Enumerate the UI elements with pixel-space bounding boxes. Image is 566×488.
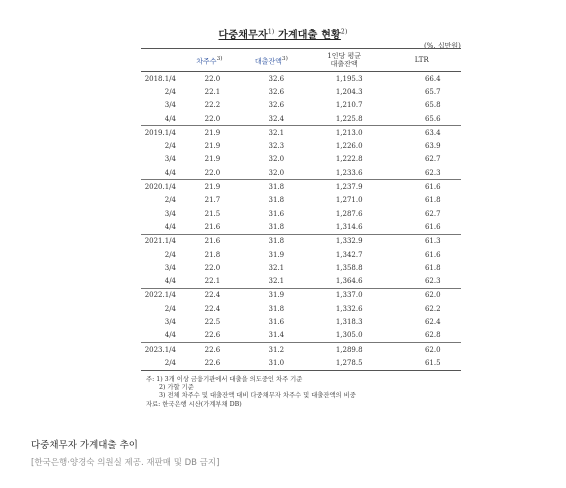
avg-balance-cell: 1,213.0 [306,126,383,140]
period-cell: 2/4 [164,142,176,151]
ltr-cell: 61.6 [424,222,441,231]
avg-balance-cell: 1,358.8 [335,263,363,272]
ltr-cell: 62.3 [424,277,441,286]
period-cell: 4/4 [164,277,176,286]
period-cell: 3/4 [164,155,176,164]
ltr-cell: 65.8 [424,101,441,110]
header-avg-line2: 대출잔액 [330,60,358,68]
header-balance-label: 대출잔액 [254,57,282,66]
avg-balance-cell: 1,332.6 [335,304,363,313]
table-row [141,329,461,343]
title-main: 다중채무자 [218,30,268,41]
avg-balance-cell: 1,318.3 [335,317,363,326]
balance-cell: 31.6 [268,317,285,326]
ltr-cell: 65.7 [424,87,441,96]
borrowers-cell: 22.0 [204,263,221,272]
table-row [141,85,461,98]
balance-cell: 31.2 [237,342,306,356]
table-header-row [141,49,461,72]
balance-cell: 32.6 [268,101,285,110]
footnotes [146,376,476,409]
borrowers-cell: 22.6 [204,331,221,340]
borrowers-cell: 21.6 [182,234,237,248]
period-cell: 2/4 [164,87,176,96]
balance-cell: 32.6 [268,87,285,96]
ltr-cell: 61.6 [424,250,441,259]
period-cell: 2020.1/4 [141,180,182,194]
ltr-cell: 61.5 [424,358,441,367]
period-cell: 2/4 [164,358,176,367]
avg-balance-cell: 1,225.8 [335,114,363,123]
period-cell: 3/4 [164,209,176,218]
table-row [141,153,461,166]
avg-balance-cell: 1,287.6 [335,209,363,218]
avg-balance-cell: 1,314.6 [335,222,363,231]
balance-cell: 31.4 [268,331,285,340]
balance-cell: 31.8 [237,234,306,248]
header-period [141,49,182,72]
header-balance [237,49,306,72]
ltr-cell: 61.8 [424,263,441,272]
avg-balance-cell: 1,332.9 [306,234,383,248]
borrowers-cell: 22.2 [204,101,221,110]
balance-cell: 31.8 [268,222,285,231]
balance-cell: 32.6 [268,74,285,83]
period-cell: 2/4 [164,304,176,313]
period-cell: 2019.1/4 [141,126,182,140]
table-row [141,356,461,370]
footnote-1: 주: 1) 3개 이상 금융기관에서 대출을 의도중인 차주 기준 [146,376,303,383]
borrowers-cell: 21.9 [182,180,237,194]
borrowers-cell: 21.9 [204,142,221,151]
image-credit: [한국은행·양경숙 의원실 제공. 재판매 및 DB 금지] [31,458,220,468]
period-cell: 4/4 [164,331,176,340]
borrowers-cell: 21.9 [182,126,237,140]
avg-balance-cell: 1,305.0 [335,331,363,340]
period-cell: 2/4 [164,250,176,259]
table-row [141,72,461,86]
borrowers-cell: 21.8 [204,250,221,259]
balance-cell: 31.9 [268,250,285,259]
balance-cell: 31.6 [268,209,285,218]
table-body [141,72,461,371]
period-cell: 2022.1/4 [141,288,182,302]
table-row [141,261,461,274]
footnote-2: 2) 가할 기준 [159,384,194,392]
table-row [141,99,461,112]
title-footnote-2: 2) [340,28,348,36]
table-row [141,166,461,180]
footnote-3: 3) 전체 차주수 및 대출잔액 대비 다중채무자 차주수 및 대출잔액의 비중 [159,392,356,400]
source-note: 자료: 한국은행 시산(가계부채 DB) [146,400,242,408]
avg-balance-cell: 1,271.0 [335,196,363,205]
title-rest: 가계대출 현황 [278,30,341,41]
balance-cell: 31.8 [237,180,306,194]
borrowers-cell: 22.5 [204,317,221,326]
header-borrowers [182,49,237,72]
balance-cell: 31.8 [268,304,285,313]
balance-cell: 32.1 [268,277,285,286]
avg-balance-cell: 1,237.9 [306,180,383,194]
ltr-cell: 61.8 [424,196,441,205]
unit-label: (%, 십만원) [424,42,461,50]
header-borrowers-label: 차주수 [196,57,217,66]
period-cell: 2023.1/4 [141,342,182,356]
avg-balance-cell: 1,289.8 [306,342,383,356]
debtor-table [141,48,461,371]
period-cell: 2/4 [164,196,176,205]
table-row [141,342,461,356]
ltr-cell: 62.0 [383,288,462,302]
avg-balance-cell: 1,226.0 [335,142,363,151]
avg-balance-cell: 1,337.0 [306,288,383,302]
period-cell: 4/4 [164,222,176,231]
header-avg-line1: 1인당 평균 [327,52,362,60]
ltr-cell: 61.6 [383,180,462,194]
avg-balance-cell: 1,222.8 [335,155,363,164]
avg-balance-cell: 1,342.7 [335,250,363,259]
period-cell: 4/4 [164,114,176,123]
avg-balance-cell: 1,233.6 [335,168,363,177]
ltr-cell: 61.3 [383,234,462,248]
table-row [141,248,461,261]
avg-balance-cell: 1,364.6 [335,277,363,286]
period-cell: 2021.1/4 [141,234,182,248]
title-footnote-1: 1) [267,28,275,36]
image-caption: 다중채무자 가계대출 추이 [31,440,138,451]
avg-balance-cell: 1,195.3 [335,74,363,83]
balance-cell: 32.4 [268,114,285,123]
header-borrowers-footnote: 3) [216,55,223,62]
ltr-cell: 62.4 [424,317,441,326]
balance-cell: 32.3 [268,142,285,151]
ltr-cell: 65.6 [424,114,441,123]
balance-cell: 32.1 [237,126,306,140]
header-balance-footnote: 3) [281,55,288,62]
borrowers-cell: 21.9 [204,155,221,164]
borrowers-cell: 22.0 [204,168,221,177]
balance-cell: 31.0 [268,358,285,367]
period-cell: 3/4 [164,263,176,272]
ltr-cell: 62.2 [424,304,441,313]
balance-cell: 32.1 [268,263,285,272]
table-row [141,180,461,194]
borrowers-cell: 22.1 [204,87,221,96]
borrowers-cell: 22.4 [204,304,221,313]
borrowers-cell: 21.6 [204,222,221,231]
table-row [141,274,461,288]
balance-cell: 32.0 [268,155,285,164]
table-row [141,220,461,234]
balance-cell: 31.9 [237,288,306,302]
ltr-cell: 62.8 [424,331,441,340]
borrowers-cell: 21.7 [204,196,221,205]
avg-balance-cell: 1,204.3 [335,87,363,96]
borrowers-cell: 22.0 [204,114,221,123]
ltr-cell: 62.3 [424,168,441,177]
borrowers-cell: 21.5 [204,209,221,218]
table-row [141,112,461,126]
period-cell: 4/4 [164,168,176,177]
borrowers-cell: 22.6 [182,342,237,356]
table-row [141,302,461,315]
table-row [141,207,461,220]
ltr-cell: 62.0 [383,342,462,356]
borrowers-cell: 22.0 [204,74,221,83]
borrowers-cell: 22.6 [204,358,221,367]
borrowers-cell: 22.4 [182,288,237,302]
period-cell: 3/4 [164,317,176,326]
avg-balance-cell: 1,278.5 [335,358,363,367]
period-cell: 2018.1/4 [144,74,176,83]
header-ltr: LTR [414,56,429,64]
ltr-cell: 63.9 [424,142,441,151]
table-row [141,315,461,328]
ltr-cell: 62.7 [424,209,441,218]
table-row [141,126,461,140]
borrowers-cell: 22.1 [204,277,221,286]
table-title [0,26,566,41]
table-row [141,288,461,302]
ltr-cell: 63.4 [383,126,462,140]
header-avg-balance [306,49,383,72]
ltr-cell: 62.7 [424,155,441,164]
table-row [141,139,461,152]
period-cell: 3/4 [164,101,176,110]
ltr-cell: 66.4 [424,74,441,83]
table-row [141,194,461,207]
balance-cell: 32.0 [268,168,285,177]
avg-balance-cell: 1,210.7 [335,101,363,110]
balance-cell: 31.8 [268,196,285,205]
table-row [141,234,461,248]
